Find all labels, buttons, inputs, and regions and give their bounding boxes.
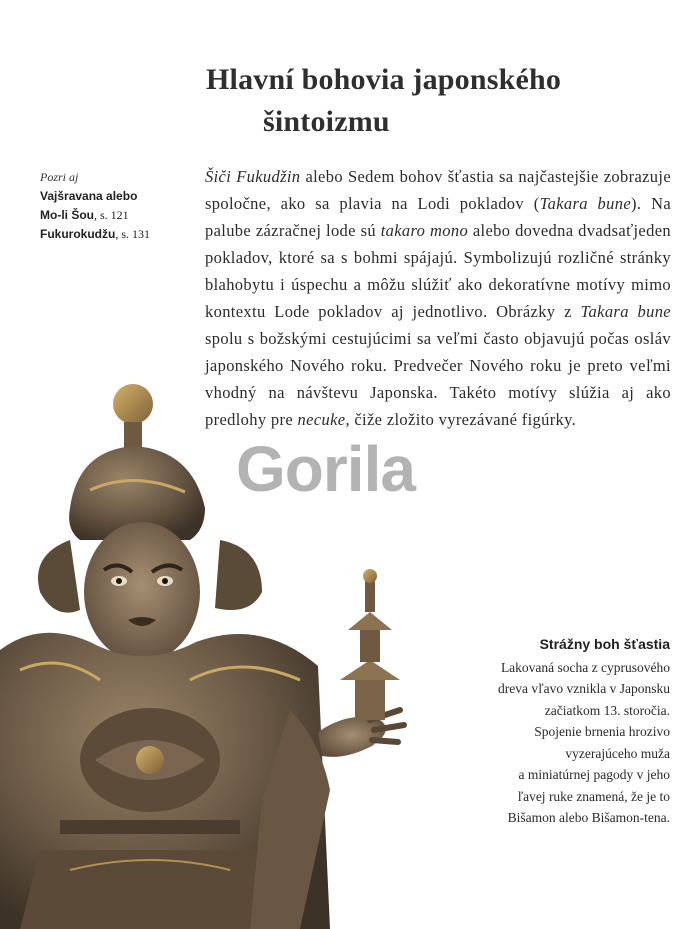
cross-reference-2[interactable] <box>40 225 190 244</box>
term-necuke: necuke <box>297 410 346 429</box>
body-part-a: alebo Sedem bohov šťastia sa najčastejšie zobrazuje spoločne, ako sa plavia na Lodi pokladov ( <box>205 167 671 213</box>
see-also-sidebar <box>40 168 190 244</box>
page-title-line1: Hlavní bohovia japonského <box>206 63 562 96</box>
see-also-label: Pozri aj <box>40 170 79 184</box>
term-takara-bune: Takara bune <box>539 194 632 213</box>
body-part-b: ). Na palube zázračnej lode sú <box>205 194 672 240</box>
image-caption <box>440 634 670 829</box>
watermark: Gorila <box>236 433 415 505</box>
cross-reference-1[interactable] <box>40 187 190 225</box>
body-part-c: alebo dovedna dvadsaťjeden pokladov, ktoré sa s bohmi spájajú. Symbolizujú rozličné stránky blahobytu i úspechu a môžu slúžiť ako dekoratívne motívy mimo kontextu Lode pokladov aj jednotlivo. Obrázky z <box>205 221 671 321</box>
page-title-line2: šintoizmu <box>263 105 390 138</box>
cross-reference-2-page: , s. 131 <box>115 227 150 241</box>
caption-line: začiatkom 13. storočia. <box>544 702 670 718</box>
term-siči-fukudzin: Šiči Fukudžin <box>205 167 301 186</box>
caption-line: vyzerajúceho muža <box>565 745 670 761</box>
term-takaro-mono: takaro mono <box>380 221 469 240</box>
body-part-e: , čiže zložito vyrezávané figúrky. <box>345 410 577 429</box>
caption-title: Strážny boh šťastia <box>539 636 670 652</box>
cross-reference-2-name: Fukurokudžu <box>40 227 116 241</box>
body-part-d: spolu s božskými cestujúcimi sa veľmi často objavujú počas osláv japonského Nového roku. Predvečer Nového roku je preto veľmi vhodný na návštevu Japonska. Takéto motívy slúžia aj ako predlohy pre <box>205 329 671 429</box>
cross-reference-1-name-line2: Mo-li Šou <box>40 208 94 222</box>
caption-line: dreva vľavo vznikla v Japonsku <box>498 681 670 696</box>
caption-line: ľavej ruke znamená, že je to <box>517 788 670 804</box>
caption-line: a miniatúrnej pagody v jeho <box>518 767 670 782</box>
cross-reference-1-page: , s. 121 <box>94 208 129 222</box>
term-takara-bune-2: Takara bune <box>580 302 671 321</box>
caption-line: Spojenie brnenia hrozivo <box>534 724 670 739</box>
caption-line: Bišamon alebo Bišamon-tena. <box>507 810 670 825</box>
caption-line: Lakovaná socha z cyprusového <box>500 659 670 675</box>
cross-reference-1-name-line1: Vajšravana alebo <box>40 189 138 203</box>
